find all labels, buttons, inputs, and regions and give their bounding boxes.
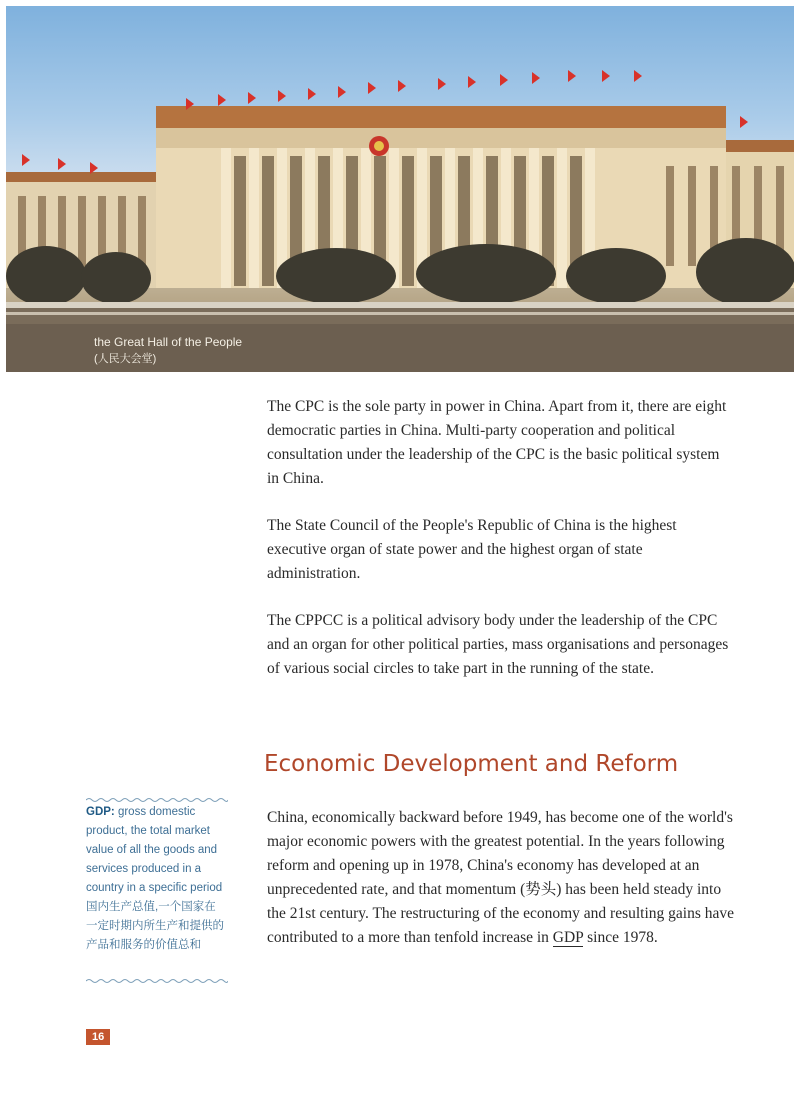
sidenote-bottom-divider [86, 978, 228, 984]
photo-caption [94, 334, 242, 368]
paragraph-state-council: The State Council of the People's Republic of China is the highest executive organ of state power and the highest organ of state administration. [267, 517, 677, 582]
gdp-sidenote [86, 803, 226, 955]
paragraph-economy [267, 806, 737, 950]
paragraph-cppcc: The CPPCC is a political advisory body under the leadership of the CPC and an organ for other political parties, mass organisations and personages of various social circles to take part in the running of the state. [267, 612, 729, 677]
sidenote-term: GDP: [86, 806, 115, 818]
caption-chinese: (人民大会堂) [94, 353, 157, 365]
page-number: 16 [86, 1029, 110, 1045]
economy-text: China, economically backward before 1949, has become one of the world's major economic powers with the greatest potential. In the years following reform and opening up in 1978, China's economy has developed at an unprecedented rate, and that momentum (势头) has been held steady into the 21st century. The restructuring of the economy and resulting gains have contributed to a more than tenfold increase in [267, 809, 735, 946]
paragraph-cpc: The CPC is the sole party in power in China. Apart from it, there are eight democratic parties in China. Multi-party cooperation and political consultation under the leadership of the CPC is the basic political system in China. [267, 398, 727, 487]
caption-english: the Great Hall of the People [94, 335, 243, 349]
sidenote-definition: gross domestic product, the total market value of all the goods and services produced in a country in a specific period 国内生产总值,一个国家在一定时期内所生产和提供的产品和服务的价值总和 [86, 806, 224, 951]
section-title: Economic Development and Reform [264, 751, 679, 777]
economy-text-end: since 1978. [583, 929, 658, 946]
great-hall-photo [6, 6, 794, 372]
gdp-term-link[interactable]: GDP [552, 929, 584, 946]
